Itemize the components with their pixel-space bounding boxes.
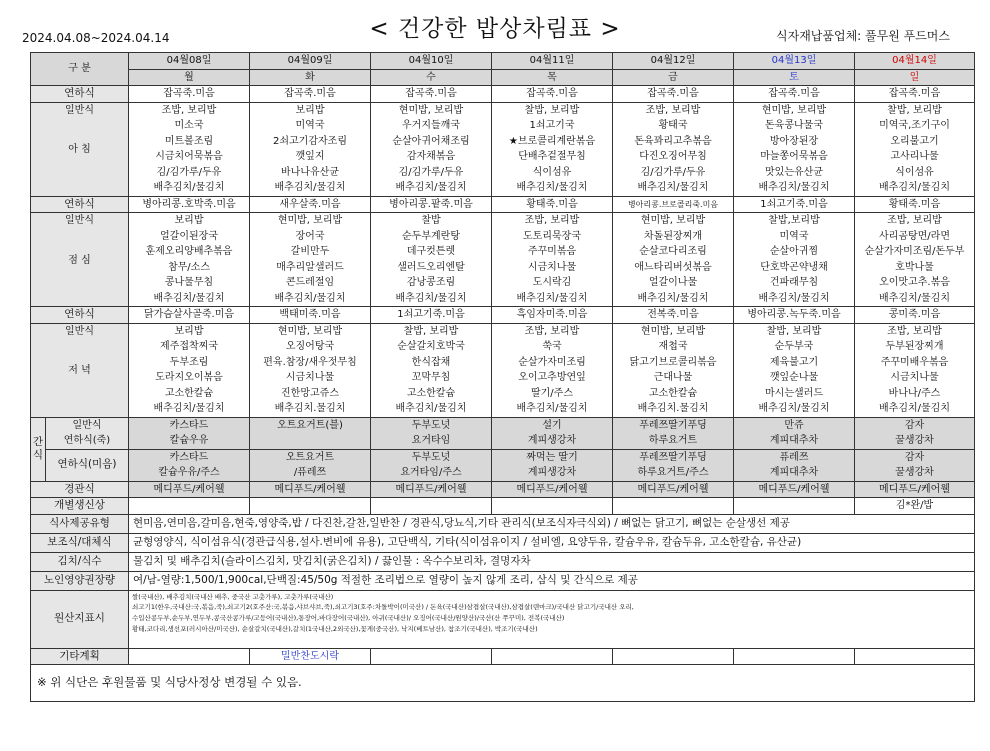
general-diet-label: 일반식: [65, 104, 94, 116]
snack-line: 요거타임: [411, 435, 451, 446]
birthday-item: [734, 498, 855, 515]
menu-item: 우거지들깨국: [402, 120, 460, 131]
tube-feed-item: 메디푸드/케어웰: [734, 481, 855, 498]
menu-item: 순두부국: [774, 341, 814, 352]
menu-item: 배추김치/물김치: [153, 182, 225, 193]
snack-line: 퓨레쯔: [779, 451, 809, 463]
menu-item: 순살가자미조림/돈두부: [864, 246, 965, 257]
snack-line: 카스타드: [169, 451, 209, 463]
snack-item: [250, 417, 371, 449]
general-diet-label: 일반식: [65, 325, 94, 337]
menu-item: 감낭콩조림: [406, 277, 456, 288]
origin-label: 원산지표시: [31, 590, 129, 648]
menu-item: 감자채볶음: [406, 151, 456, 162]
menu-item: 고사리나물: [890, 151, 939, 162]
soft-diet-item: 닭가슴살사골죽.미음: [129, 307, 250, 324]
menu-item: 방아장된장: [769, 135, 819, 147]
menu-item: 찰밥, 보리밥: [403, 325, 459, 337]
menu-item: 순살아귀어채조림: [392, 135, 470, 147]
snack-line: 만쥬: [784, 419, 804, 431]
birthday-label: 개별생신상: [31, 498, 129, 515]
menu-item: 매추리알샐러드: [276, 261, 344, 273]
tube-feed-item: 메디푸드/케어웰: [855, 481, 975, 498]
menu-item: 돈육꽈리고추볶음: [634, 135, 712, 147]
menu-period: 2024.04.08~2024.04.14: [22, 31, 170, 45]
menu-item: 조밥, 보리밥: [524, 325, 580, 337]
menu-item: 식이섬유: [895, 166, 934, 178]
column-label: 구 분: [31, 53, 129, 86]
page-title: < 건강한 밥상차림표 >: [369, 16, 621, 42]
menu-item: 미역국: [779, 230, 809, 242]
menu-item: 배추김치/물김치: [153, 292, 225, 304]
snack-mieum-label: 연하식(미음): [46, 449, 129, 481]
day-header: 수: [371, 69, 492, 86]
menu-item: 돈육콩나물국: [765, 120, 823, 131]
soft-diet-item: 병아리콩.호박죽.미음: [129, 196, 250, 213]
menu-item: 찰밥,보리밥: [768, 215, 820, 226]
general-diet-menu: [371, 213, 492, 307]
menu-item: 배추김치/물김치: [516, 182, 588, 193]
menu-item: 얼갈이나물: [648, 277, 698, 288]
date-header: 04월13일: [734, 53, 855, 70]
soft-diet-label: 연하식: [31, 307, 129, 324]
other-plan-item: 밀반찬도시락: [250, 648, 371, 665]
origin-line: 황태,코다리,생선포(러시아산/미국산), 순살갈치(국내산),갈치(1국내산,2외국산),꽃게(중국산), 낙지(베트남산), 참조기(국내산), 박조기(국내산): [132, 624, 538, 633]
general-diet-menu: [129, 213, 250, 307]
snack-mieum-item: [371, 449, 492, 481]
menu-item: 1쇠고기국: [529, 120, 575, 131]
menu-item: 배추김치.물김치: [637, 403, 709, 414]
meal-type-label: 식사제공유형: [31, 514, 129, 533]
snack-line: 감자: [904, 451, 925, 463]
menu-item: 조밥, 보리밥: [645, 104, 701, 116]
general-diet-menu: [613, 213, 734, 307]
soft-diet-item: 잡곡죽.미음: [855, 86, 975, 103]
menu-item: 편육.참장/새우젓무침: [263, 356, 357, 368]
general-diet-menu: [734, 102, 855, 196]
menu-item: 순살갈치호박국: [397, 341, 465, 352]
birthday-item: [492, 498, 613, 515]
menu-item: 콩나물무침: [164, 277, 214, 288]
menu-item: 차돌된장찌개: [644, 230, 702, 242]
dinner-label: [31, 323, 129, 417]
soft-diet-item: 황태죽.미음: [492, 196, 613, 213]
snack-mieum-item: [129, 449, 250, 481]
snack-line: 계피생강차: [527, 467, 577, 478]
soft-diet-item: 1쇠고기죽.미음: [371, 307, 492, 324]
other-plan-label: 기타계획: [31, 648, 129, 665]
date-header: 04월09일: [250, 53, 371, 70]
general-diet-menu: [129, 102, 250, 196]
menu-item: 애느타리버섯볶음: [634, 261, 712, 273]
general-diet-menu: [855, 323, 975, 417]
menu-item: ★브로콜리계란볶음: [508, 135, 596, 147]
menu-item: 오징어탕국: [285, 341, 335, 352]
menu-item: 주꾸미볶음: [527, 246, 577, 257]
origin-line: 쇠고기1(한우,국내산:국,볶음,죽),쇠고기2(호주산:국,볶음,샤브샤브,죽),쇠고기3(호주:차돌박이(미국산) / 돈육(국내산)삼겹살(국내산),삼겹살(덴마크)/국내산 닭고기/국내산 오리,: [132, 603, 634, 612]
menu-item: 마늘쫑어묵볶음: [760, 151, 828, 162]
menu-item: 현미밥, 보리밥: [640, 325, 706, 337]
soft-diet-item: 콩미죽.미음: [855, 307, 975, 324]
snack-item: [855, 417, 975, 449]
elder-standard-label: 노인영양권장량: [31, 571, 129, 590]
menu-item: 조밥, 보리밥: [161, 104, 217, 116]
snack-general-label: [46, 417, 129, 449]
birthday-item: [371, 498, 492, 515]
snack-line: 계피생강차: [527, 435, 577, 446]
menu-item: 배추김치/물김치: [637, 292, 709, 304]
menu-item: 도시락김: [532, 277, 572, 288]
snack-item: [734, 417, 855, 449]
snack-line: 두부도넛: [411, 419, 451, 431]
menu-item: 미트볼조림: [164, 135, 214, 147]
supplier-info: 식자재납품업체: 풀무원 푸드머스: [776, 29, 950, 43]
menu-item: 미소국: [174, 120, 204, 131]
menu-item: 조밥, 보리밥: [524, 215, 580, 226]
tube-feed-item: 메디푸드/케어웰: [613, 481, 734, 498]
origin-line: 쌀(국내산), 배추김치(국내산 배추, 중국산 고춧가루), 고춧가루(국내산): [132, 592, 334, 601]
menu-item: 쑥국: [542, 341, 562, 352]
date-header: 04월08일: [129, 53, 250, 70]
meal-label: 저 녁: [68, 365, 91, 376]
other-plan-item: [855, 648, 975, 665]
menu-item: 딸기/주스: [530, 387, 573, 399]
menu-item: 현미밥, 보리밥: [277, 325, 343, 337]
menu-item: 맛있는유산균: [765, 166, 823, 178]
menu-item: 제육불고기: [769, 356, 819, 368]
general-diet-menu: [371, 102, 492, 196]
menu-item: 미역국,조기구이: [879, 120, 950, 131]
soft-diet-item: 잡곡죽.미음: [371, 86, 492, 103]
menu-item: 현미밥, 보리밥: [761, 104, 827, 116]
snack-line: 요거타임/주스: [400, 467, 462, 478]
menu-item: 배추김치.물김치: [274, 403, 346, 414]
menu-item: 고소한칼슘: [164, 387, 214, 399]
snack-item: [613, 417, 734, 449]
menu-item: 2쇠고기감자조림: [273, 135, 347, 147]
menu-item: 장어국: [295, 230, 325, 242]
soft-diet-item: 잡곡죽.미음: [492, 86, 613, 103]
menu-item: 찰밥, 보리밥: [524, 104, 580, 116]
snack-item: [129, 417, 250, 449]
soft-diet-item: 잡곡죽.미음: [250, 86, 371, 103]
menu-item: 재첩국: [658, 341, 688, 352]
date-header: 04월11일: [492, 53, 613, 70]
menu-item: 김/김가루/두유: [156, 166, 222, 178]
menu-item: 두부된장찌개: [885, 341, 944, 352]
menu-item: 꼬막무침: [411, 372, 451, 383]
general-diet-menu: [371, 323, 492, 417]
general-diet-menu: [492, 323, 613, 417]
menu-item: 제주접착찌국: [160, 341, 218, 352]
menu-item: 시금치나물: [527, 261, 577, 273]
snack-line: 두부도넛: [411, 451, 451, 463]
snack-line: 하루요거트/주스: [637, 467, 709, 478]
menu-item: 시금치나물: [890, 372, 939, 383]
general-diet-menu: [855, 213, 975, 307]
general-diet-menu: [613, 102, 734, 196]
general-diet-menu: [250, 102, 371, 196]
day-header: 일: [855, 69, 975, 86]
menu-item: 배추김치/물김치: [395, 292, 467, 304]
menu-item: 배추김치/물김치: [516, 292, 588, 304]
footnote: ※ 위 식단은 후원물품 및 식당사정상 변경될 수 있음.: [31, 665, 975, 702]
soft-diet-label: 연하식: [31, 196, 129, 213]
menu-item: 순살코다리조림: [639, 246, 707, 257]
menu-item: 오리불고기: [890, 135, 939, 147]
menu-item: 참무/소스: [167, 261, 210, 273]
snack-line: 계피대추차: [769, 435, 819, 446]
menu-item: 배추김치/물김치: [637, 182, 709, 193]
soft-diet-item: 황태죽.미음: [855, 196, 975, 213]
other-plan-item: [371, 648, 492, 665]
lunch-label: [31, 213, 129, 307]
soft-diet-item: 잡곡죽.미음: [734, 86, 855, 103]
menu-item: 샐러드오리엔탈: [397, 261, 465, 273]
tube-feed-item: 메디푸드/케어웰: [129, 481, 250, 498]
menu-item: 닭고기브로콜리볶음: [629, 356, 717, 368]
elder-standard-info: 여/남-열량:1,500/1,900cal,단백질:45/50g 적절한 조리법으로 열량이 높지 않게 조리, 삼식 및 간식으로 제공: [129, 571, 975, 590]
soft-diet-item: 잡곡죽.미음: [613, 86, 734, 103]
general-diet-menu: [855, 102, 975, 196]
snack-line: 꿀생강차: [895, 467, 934, 478]
tube-feed-item: 메디푸드/케어웰: [371, 481, 492, 498]
menu-item: 시금치나물: [285, 372, 335, 383]
menu-item: 진한망고쥬스: [281, 387, 339, 399]
menu-item: 깻잎순나물: [769, 372, 819, 383]
soft-diet-item: 흑임자미죽.미음: [492, 307, 613, 324]
menu-item: 배추김치/물김치: [758, 182, 830, 193]
breakfast-label: [31, 102, 129, 196]
general-diet-menu: [250, 323, 371, 417]
menu-item: 건파래무침: [769, 277, 819, 288]
snack-line: 오트요거트(블): [277, 419, 343, 431]
soft-diet-item: 새우살죽.미음: [250, 196, 371, 213]
menu-item: 오이고추방연잎: [518, 372, 586, 383]
birthday-item: [129, 498, 250, 515]
soft-diet-item: 병아리콩.팥죽.미음: [371, 196, 492, 213]
snack-line: 칼슘우유: [169, 435, 209, 446]
day-header: 금: [613, 69, 734, 86]
menu-item: 도토리묵장국: [523, 230, 581, 242]
menu-item: 마시는샐러드: [765, 387, 823, 399]
meal-label: 아 침: [68, 144, 91, 155]
general-diet-menu: [613, 323, 734, 417]
menu-item: 사리곰탕면/라면: [879, 230, 950, 242]
snack-line: 칼슘우유/주스: [158, 467, 220, 478]
menu-item: 찰밥: [421, 215, 441, 226]
date-header: 04월14일: [855, 53, 975, 70]
menu-item: 순살가자미조림: [518, 356, 586, 368]
menu-item: 순살아귀찜: [769, 246, 819, 257]
soft-diet-item: 병아리콩.녹두죽.미음: [734, 307, 855, 324]
soft-diet-item: 병아리콩.브로콜리죽.미음: [613, 196, 734, 213]
menu-item: 단배추겉절무침: [518, 151, 586, 162]
snack-line: 하루요거트: [648, 435, 698, 446]
soft-diet-item: 전복죽.미음: [613, 307, 734, 324]
general-diet-menu: [734, 323, 855, 417]
tube-feed-item: 메디푸드/케어웰: [492, 481, 613, 498]
menu-item: 찰밥, 보리밥: [887, 104, 942, 116]
menu-item: 시금치어묵볶음: [155, 151, 223, 162]
other-plan-item: [129, 648, 250, 665]
menu-item: 식이섬유: [532, 166, 572, 178]
menu-item: 주꾸미배우볶음: [880, 356, 949, 368]
menu-item: 배추김치/물김치: [879, 403, 950, 414]
menu-item: 도라지오이볶음: [155, 372, 223, 383]
snack-item: [371, 417, 492, 449]
menu-item: 근대나물: [653, 372, 693, 383]
menu-item: 바나나유산균: [281, 166, 339, 178]
date-header: 04월10일: [371, 53, 492, 70]
menu-item: 배추김치/물김치: [395, 182, 467, 193]
menu-item: 김/김가루/두유: [640, 166, 706, 178]
weekly-menu-table: [30, 52, 975, 702]
menu-item: 갈비만두: [290, 246, 330, 257]
menu-item: 김/김가루/두유: [398, 166, 464, 178]
kimchi-info: 물김치 및 배추김치(슬라이스김치, 맛김치(굵은김치) / 끓인물 : 옥수수보리차, 결명자차: [129, 552, 975, 571]
snack-mieum-item: [855, 449, 975, 481]
snack-item: [492, 417, 613, 449]
birthday-item: [250, 498, 371, 515]
menu-item: 현미밥, 보리밥: [398, 104, 464, 116]
snack-label: 간 식: [31, 417, 46, 481]
meal-label: 점 심: [68, 254, 91, 266]
day-header: 토: [734, 69, 855, 86]
snack-line: 카스타드: [169, 419, 209, 431]
snack-sub-label: 연하식(죽): [63, 435, 111, 446]
other-plan-item: [734, 648, 855, 665]
origin-line: 수입산콩두부,순두부,연두부,콩국산콩가루/고등어(국내산),통장어,바다장어(국내산), 아귀(국내산)/ 오징어(국내산/원양산)/국산(산 쭈꾸미), 전복(국내산): [132, 614, 565, 623]
general-diet-menu: [250, 213, 371, 307]
menu-item: 한식잡채: [411, 356, 451, 368]
day-header: 월: [129, 69, 250, 86]
snack-mieum-item: [250, 449, 371, 481]
snack-line: 꿀생강차: [895, 435, 934, 446]
menu-item: 배추김치/물김치: [879, 182, 950, 193]
meal-type-info: 현미음,연미음,갈미음,현죽,영양죽,밥 / 다진찬,갈찬,일반찬 / 경관식,당뇨식,기타 관리식(보조식자극식외) / 뼈없는 닭고기, 뼈없는 순살생선 제공: [129, 514, 975, 533]
birthday-item: 김*완/밥: [855, 498, 975, 515]
date-header: 04월12일: [613, 53, 734, 70]
menu-item: 배추김치/물김치: [274, 182, 346, 193]
snack-mieum-item: [613, 449, 734, 481]
menu-item: 콘드레절임: [285, 277, 335, 288]
snack-line: 계피대추차: [769, 467, 819, 478]
menu-item: 황태국: [658, 120, 688, 131]
general-diet-menu: [492, 213, 613, 307]
menu-item: 배추김치/물김치: [758, 403, 830, 414]
soft-diet-item: 잡곡죽.미음: [129, 86, 250, 103]
menu-item: 보리밥: [174, 215, 204, 226]
snack-line: 감자: [904, 419, 925, 431]
birthday-item: [613, 498, 734, 515]
menu-item: 훈제오리양배추볶음: [145, 246, 233, 257]
menu-item: 바나나/주스: [888, 387, 941, 399]
supplement-info: 균형영양식, 식이섬유식(경관급식용,설사.변비에 유용), 고단백식, 기타(식이섬유이지 / 설비엘, 요양두유, 칼슘우유, 칼슘두유, 고소한칼슘, 유산균): [129, 533, 975, 552]
day-header: 목: [492, 69, 613, 86]
snack-line: /퓨레쯔: [293, 467, 327, 478]
menu-item: 보리밥: [174, 325, 204, 337]
menu-item: 보리밥: [295, 104, 325, 116]
day-header: 화: [250, 69, 371, 86]
supplement-label: 보조식/대체식: [31, 533, 129, 552]
snack-mieum-item: [734, 449, 855, 481]
snack-line: 푸레쯔딸기푸딩: [639, 451, 707, 463]
menu-item: 얼갈이된장국: [160, 230, 218, 242]
general-diet-label: 일반식: [65, 215, 94, 226]
snack-line: 짜먹는 딸기: [526, 451, 578, 463]
menu-item: 배추김치/물김치: [758, 292, 830, 304]
menu-item: 순두부계란탕: [402, 230, 460, 242]
snack-line: 설기: [542, 419, 562, 431]
menu-item: 배추김치/물김치: [153, 403, 225, 414]
menu-item: 고소한칼슘: [406, 387, 456, 399]
menu-item: 현미밥, 보리밥: [640, 215, 706, 226]
soft-diet-item: 백태미죽.미음: [250, 307, 371, 324]
menu-header: [0, 0, 990, 52]
menu-item: 조밥, 보리밥: [887, 325, 942, 337]
general-diet-menu: [492, 102, 613, 196]
snack-line: 오트요거트: [285, 451, 335, 463]
menu-item: 데구컷튼렛: [406, 246, 456, 257]
menu-item: 조밥, 보리밥: [887, 215, 942, 226]
menu-item: 다진오징어무침: [639, 151, 707, 162]
menu-item: 오이맛고추.볶음: [879, 277, 950, 288]
menu-item: 배추김치/물김치: [395, 403, 467, 414]
menu-item: 깻잎지: [295, 151, 325, 162]
menu-item: 단호박곤약냉채: [760, 261, 828, 273]
menu-item: 배추김치/물김치: [879, 292, 950, 304]
other-plan-item: [613, 648, 734, 665]
menu-item: 배추김치/물김치: [274, 292, 346, 304]
snack-line: [250, 433, 370, 449]
kimchi-label: 김치/식수: [31, 552, 129, 571]
general-diet-menu: [129, 323, 250, 417]
menu-item: 현미밥, 보리밥: [277, 215, 343, 226]
other-plan-item: [492, 648, 613, 665]
snack-mieum-item: [492, 449, 613, 481]
menu-item: 배추김치/물김치: [516, 403, 588, 414]
soft-diet-item: 1쇠고기죽.미음: [734, 196, 855, 213]
menu-item: 미역국: [295, 120, 325, 131]
tube-feed-label: 경관식: [31, 481, 129, 498]
menu-item: 고소한칼슘: [648, 387, 698, 399]
menu-item: 찰밥, 보리밥: [766, 325, 822, 337]
menu-item: 두부조림: [169, 356, 209, 368]
general-diet-menu: [734, 213, 855, 307]
snack-line: 푸레쯔딸기푸딩: [639, 419, 707, 431]
soft-diet-label: 연하식: [31, 86, 129, 103]
origin-info: [129, 590, 975, 648]
tube-feed-item: 메디푸드/케어웰: [250, 481, 371, 498]
menu-item: 호박나물: [895, 261, 934, 273]
snack-sub-label: 일반식: [72, 419, 102, 431]
